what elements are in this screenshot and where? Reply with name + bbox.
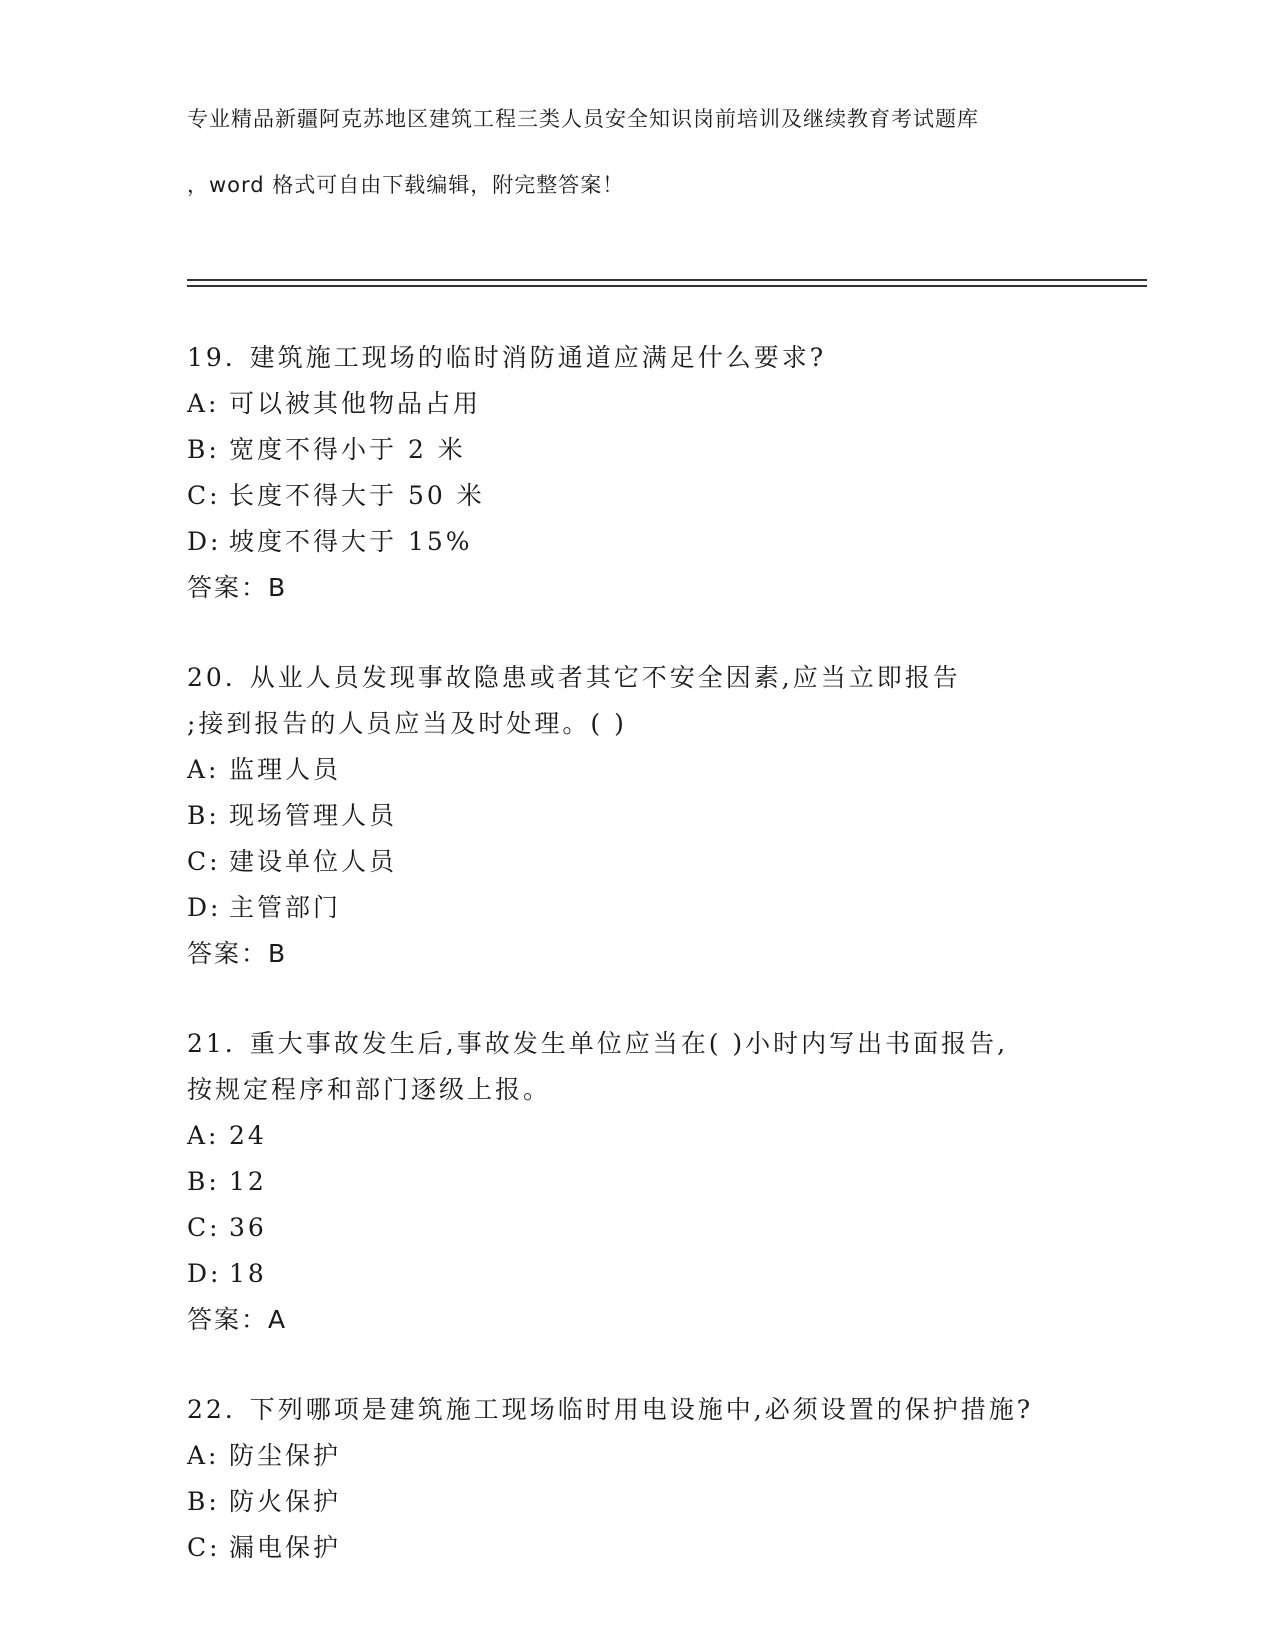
option-text: 长度不得大于 50 米 — [229, 481, 485, 510]
option-text: 现场管理人员 — [229, 801, 398, 830]
option-key: D: — [187, 893, 222, 922]
option-key: C: — [187, 847, 221, 876]
option-text: 建设单位人员 — [229, 847, 398, 876]
question-stem — [187, 1387, 1147, 1433]
question-stem-continuation: ;接到报告的人员应当及时处理。( ) — [187, 709, 627, 738]
question-number: 21. — [187, 1029, 236, 1058]
option-text: 防尘保护 — [229, 1441, 342, 1470]
option-text: 主管部门 — [229, 893, 342, 922]
option-key: A: — [187, 389, 220, 418]
question-number: 20. — [187, 663, 236, 692]
option-text: 18 — [229, 1259, 267, 1288]
option-text: 可以被其他物品占用 — [229, 389, 482, 418]
option-b — [187, 793, 1147, 839]
option-text: 宽度不得小于 2 米 — [229, 435, 466, 464]
option-key: D: — [187, 527, 222, 556]
question-21 — [187, 1021, 1147, 1343]
option-text: 防火保护 — [229, 1487, 342, 1516]
question-number: 22. — [187, 1395, 236, 1424]
question-stem-line: 从业人员发现事故隐患或者其它不安全因素,应当立即报告 — [249, 663, 961, 692]
option-b — [187, 427, 1147, 473]
answer-line: 答案：B — [187, 939, 288, 968]
option-b — [187, 1479, 1147, 1525]
option-key: B: — [187, 1487, 220, 1516]
answer-line: 答案：B — [187, 573, 288, 602]
question-stem-continuation: 按规定程序和部门逐级上报。 — [187, 1075, 552, 1104]
option-text: 24 — [229, 1121, 267, 1150]
option-key: D: — [187, 1259, 222, 1288]
option-text: 漏电保护 — [229, 1533, 342, 1562]
option-d — [187, 1251, 1147, 1297]
question-list — [187, 335, 1147, 1571]
option-key: C: — [187, 1533, 221, 1562]
option-key: A: — [187, 1441, 220, 1470]
option-text: 坡度不得大于 15% — [229, 527, 473, 556]
question-stem — [187, 335, 1147, 381]
question-stem-line: 重大事故发生后,事故发生单位应当在( )小时内写出书面报告, — [249, 1029, 1009, 1058]
option-key: B: — [187, 435, 220, 464]
question-stem-line: 下列哪项是建筑施工现场临时用电设施中,必须设置的保护措施? — [249, 1395, 1034, 1424]
question-stem — [187, 1021, 1147, 1067]
option-key: B: — [187, 801, 220, 830]
option-key: B: — [187, 1167, 220, 1196]
option-key: A: — [187, 1121, 220, 1150]
question-19 — [187, 335, 1147, 611]
header-line-1: 专业精品新疆阿克苏地区建筑工程三类人员安全知识岗前培训及继续教育考试题库 — [187, 107, 979, 131]
header-line-2: ，word 格式可自由下载编辑，附完整答案！ — [187, 173, 625, 197]
header-divider — [187, 279, 1147, 287]
option-text: 监理人员 — [229, 755, 342, 784]
option-c — [187, 839, 1147, 885]
option-text: 36 — [229, 1213, 267, 1242]
option-a — [187, 1433, 1147, 1479]
option-c — [187, 1205, 1147, 1251]
option-d — [187, 519, 1147, 565]
option-key: C: — [187, 1213, 221, 1242]
option-d — [187, 885, 1147, 931]
option-text: 12 — [229, 1167, 267, 1196]
question-stem-line: 建筑施工现场的临时消防通道应满足什么要求? — [249, 343, 827, 372]
question-number: 19. — [187, 343, 236, 372]
option-c — [187, 473, 1147, 519]
option-key: A: — [187, 755, 220, 784]
option-a — [187, 1113, 1147, 1159]
document-page — [187, 70, 1147, 1615]
document-header — [187, 70, 1147, 235]
question-20 — [187, 655, 1147, 977]
option-a — [187, 381, 1147, 427]
question-22 — [187, 1387, 1147, 1571]
option-a — [187, 747, 1147, 793]
option-c — [187, 1525, 1147, 1571]
option-b — [187, 1159, 1147, 1205]
option-key: C: — [187, 481, 221, 510]
answer-line: 答案：A — [187, 1305, 288, 1334]
question-stem — [187, 655, 1147, 701]
